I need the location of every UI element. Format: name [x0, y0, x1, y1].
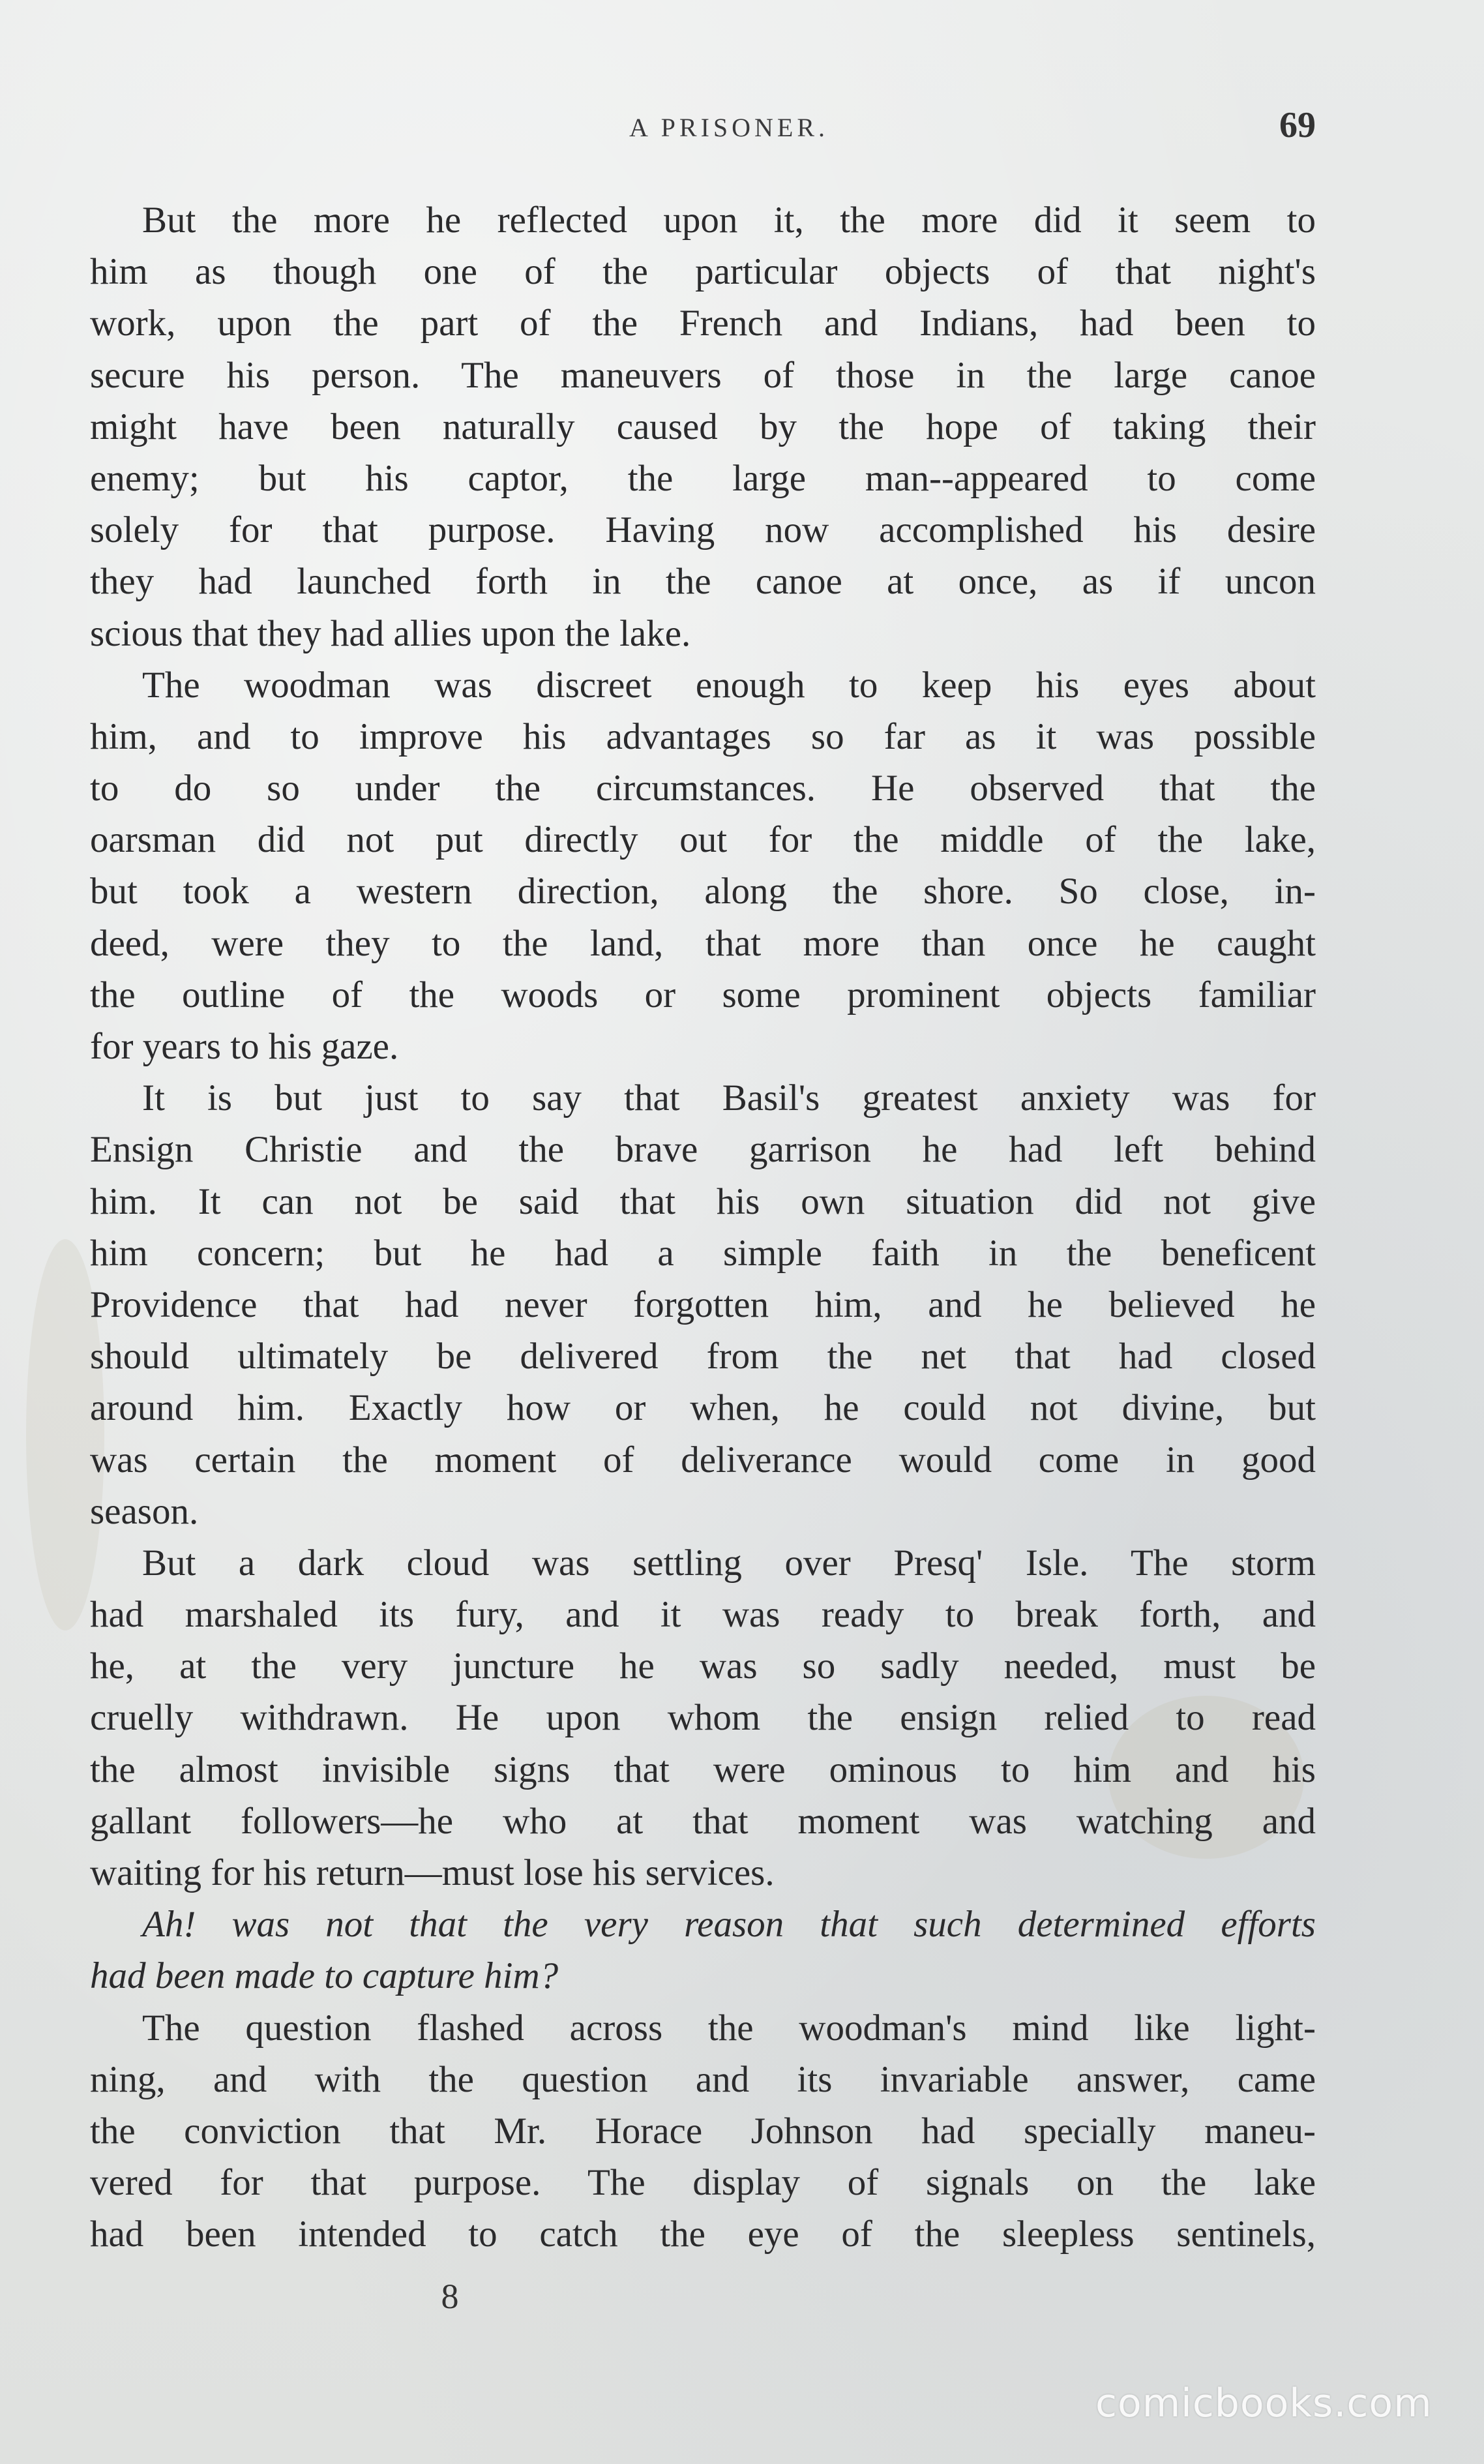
text-line: the outline of the woods or some prominent objects familiar [90, 974, 1316, 1015]
text-line: he, at the very juncture he was so sadly needed, must be [90, 1645, 1316, 1687]
text-line: the conviction that Mr. Horace Johnson had specially maneu- [90, 2110, 1316, 2152]
text-line: The woodman was discreet enough to keep his eyes about [142, 664, 1316, 706]
text-line: It is but just to say that Basil's greatest anxiety was for [142, 1077, 1316, 1119]
running-head [142, 104, 1316, 163]
text-line: might have been naturally caused by the hope of taking their [90, 406, 1316, 447]
text-line: work, upon the part of the French and Indians, had been to [90, 303, 1316, 344]
text-line: Providence that had never forgotten him, and he believed he [90, 1284, 1316, 1325]
text-line: deed, were they to the land, that more than once he caught [90, 922, 1316, 964]
text-line: gallant followers—he who at that moment was watching and [90, 1800, 1316, 1842]
text-line: vered for that purpose. The display of signals on the lake [90, 2162, 1316, 2204]
text-line: they had launched forth in the canoe at once, as if uncon [90, 561, 1316, 603]
text-line: solely for that purpose. Having now accomplished his desire [90, 509, 1316, 551]
running-title: A PRISONER. [629, 113, 829, 142]
text-line: him, and to improve his advantages so far as it was possible [90, 715, 1316, 757]
text-line: oarsman did not put directly out for the middle of the lake, [90, 819, 1316, 861]
text-line: But a dark cloud was settling over Presq' Isle. The storm [142, 1542, 1316, 1584]
watermark: comicbooks.com [1095, 2381, 1432, 2426]
text-line: scious that they had allies upon the lake. [90, 612, 691, 654]
signature-mark: 8 [441, 2277, 459, 2316]
text-line: was certain the moment of deliverance would come in good [90, 1439, 1316, 1480]
text-line: the almost invisible signs that were ominous to him and his [90, 1749, 1316, 1790]
text-line: ning, and with the question and its invariable answer, came [90, 2058, 1316, 2100]
text-line: Ensign Christie and the brave garrison he had left behind [90, 1129, 1316, 1171]
text-line: waiting for his return—must lose his services. [90, 1852, 775, 1893]
text-line: should ultimately be delivered from the net that had closed [90, 1336, 1316, 1377]
text-line: him as though one of the particular objects of that night's [90, 251, 1316, 293]
text-line: had marshaled its fury, and it was ready to break forth, and [90, 1594, 1316, 1636]
text-line: around him. Exactly how or when, he could not divine, but [90, 1387, 1316, 1429]
text-line: him concern; but he had a simple faith in the beneficent [90, 1232, 1316, 1274]
page-number: 69 [1279, 105, 1316, 145]
text-line: secure his person. The maneuvers of those in the large canoe [90, 354, 1316, 396]
text-line: The question flashed across the woodman's mind like light- [142, 2007, 1316, 2049]
text-line: had been made to capture him? [90, 1955, 559, 1997]
text-line: Ah! was not that the very reason that such determined efforts [142, 1904, 1316, 1946]
text-line: season. [90, 1490, 199, 1532]
text-line: him. It can not be said that his own situation did not give [90, 1180, 1316, 1222]
text-line: to do so under the circumstances. He observed that the [90, 768, 1316, 809]
text-line: enemy; but his captor, the large man--appeared to come [90, 457, 1316, 499]
text-line: But the more he reflected upon it, the more did it seem to [142, 200, 1316, 241]
text-line: but took a western direction, along the shore. So close, in- [90, 871, 1316, 912]
text-line: cruelly withdrawn. He upon whom the ensign relied to read [90, 1697, 1316, 1739]
text-line: had been intended to catch the eye of the sleepless sentinels, [90, 2214, 1316, 2255]
body-text [90, 194, 1316, 2261]
text-line: for years to his gaze. [90, 1026, 399, 1067]
